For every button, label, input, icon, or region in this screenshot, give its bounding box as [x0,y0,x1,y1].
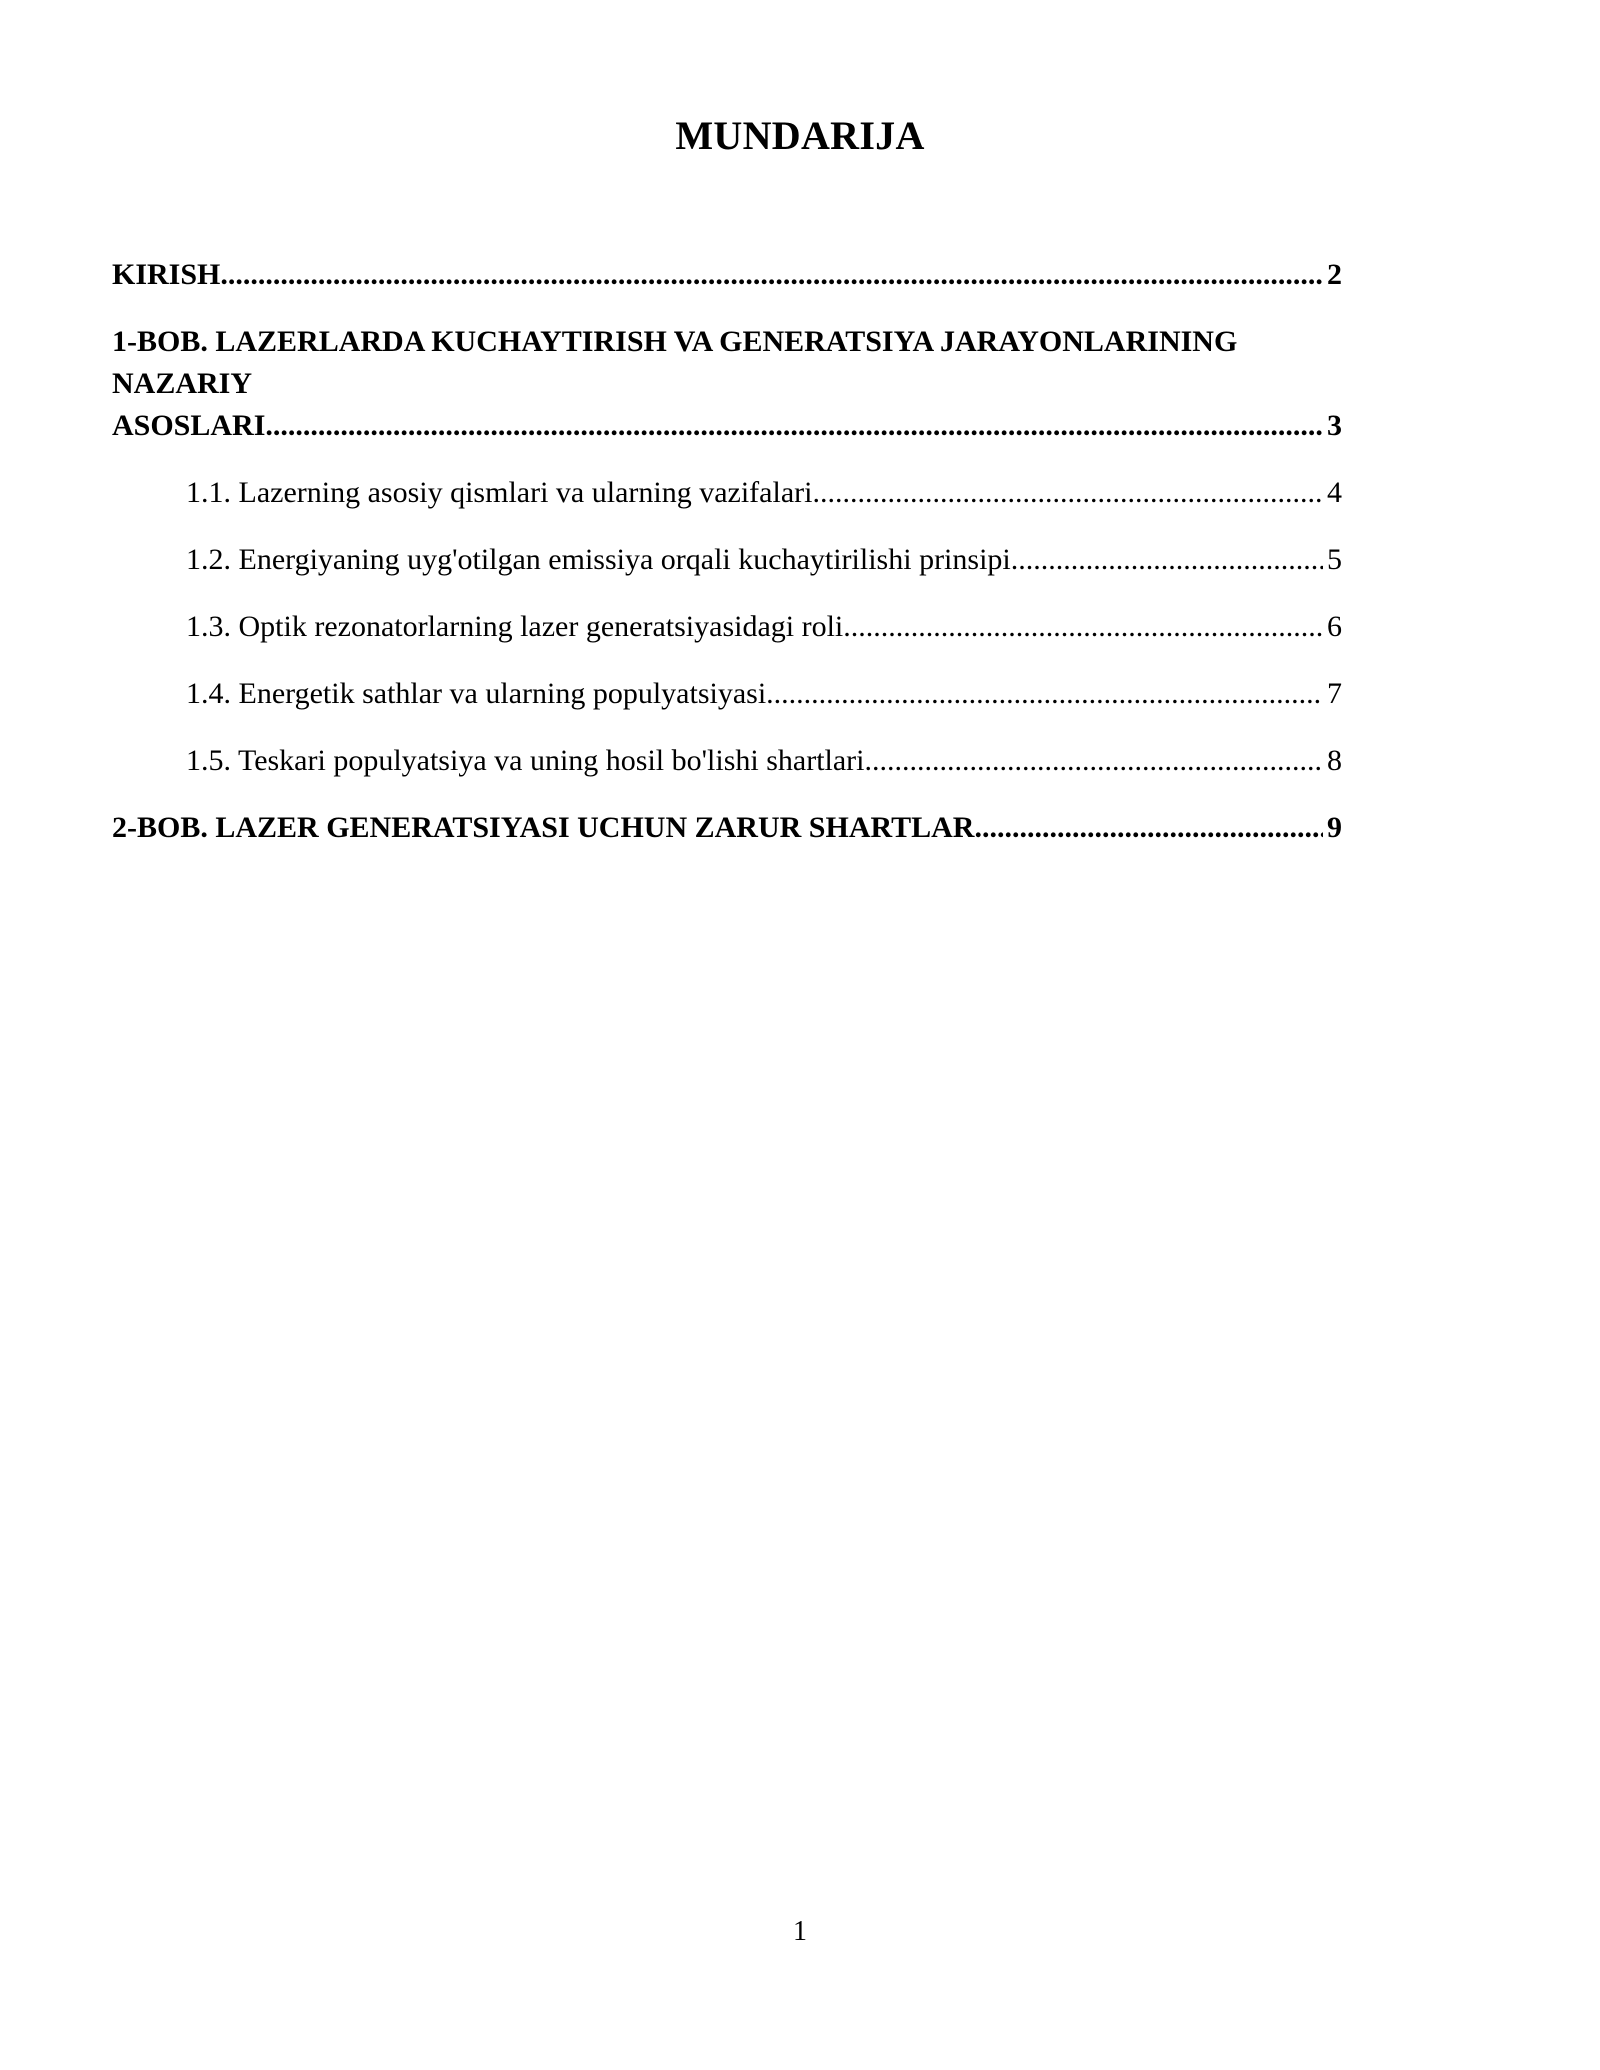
toc-dot-leader [974,807,1323,849]
toc-entry-page: 9 [1327,811,1342,844]
toc-entry-chapter-2[interactable] [112,807,1342,849]
toc-entry-1-3[interactable] [112,606,1342,648]
toc-entry-page: 3 [1327,409,1342,442]
toc-entry-title-line-1: 1-BOB. LAZERLARDA KUCHAYTIRISH VA GENERATSIYA JARAYONLARINING NAZARIY [112,325,1238,400]
toc-entry-title: 1.1. Lazerning asosiy qismlari va ularning vazifalari [186,476,813,509]
toc-entry-chapter-1[interactable] [112,321,1342,447]
toc-dot-leader [766,673,1323,715]
toc-dot-leader [265,405,1323,447]
toc-entry-1-4[interactable] [112,673,1342,715]
toc-line [186,539,1342,581]
toc-line [186,673,1342,715]
toc-line [186,606,1342,648]
toc-entry-title: 1.4. Energetik sathlar va ularning populyatsiyasi [186,677,767,710]
toc-line [112,807,1342,849]
toc-entry-page: 4 [1327,476,1342,509]
toc-entry-title: 2-BOB. LAZER GENERATSIYASI UCHUN ZARUR SHARTLAR [112,811,975,844]
toc-entry-title: 1.2. Energiyaning uyg'otilgan emissiya orqali kuchaytirilishi prinsipi [186,543,1011,576]
toc-entry-page: 2 [1327,258,1342,291]
page-number: 1 [793,1916,807,1947]
toc-entry-page: 6 [1327,610,1342,643]
toc-entry-title-line-2: ASOSLARI [112,409,266,442]
toc-dot-leader [865,740,1323,782]
toc-entry-page: 5 [1327,543,1342,576]
toc-entry-page: 8 [1327,744,1342,777]
page-title: MUNDARIJA [675,113,925,158]
toc-line [112,405,1342,447]
toc-dot-leader [1011,539,1323,581]
toc-dot-leader [843,606,1323,648]
toc-entry-1-2[interactable] [112,539,1342,581]
toc-entry-title: 1.3. Optik rezonatorlarning lazer generatsiyasidagi roli [186,610,844,643]
toc-entry-page: 7 [1327,677,1342,710]
toc-entry-1-1[interactable] [112,472,1342,514]
toc-entry-title: KIRISH [112,258,221,291]
toc-line [186,472,1342,514]
toc-line [112,254,1342,296]
toc-dot-leader [220,254,1323,296]
toc-entry-title: 1.5. Teskari populyatsiya va uning hosil bo'lishi shartlari [186,744,865,777]
toc-entry-kirish[interactable] [112,254,1342,296]
table-of-contents [112,254,1342,874]
toc-line [186,740,1342,782]
toc-entry-1-5[interactable] [112,740,1342,782]
toc-dot-leader [812,472,1323,514]
